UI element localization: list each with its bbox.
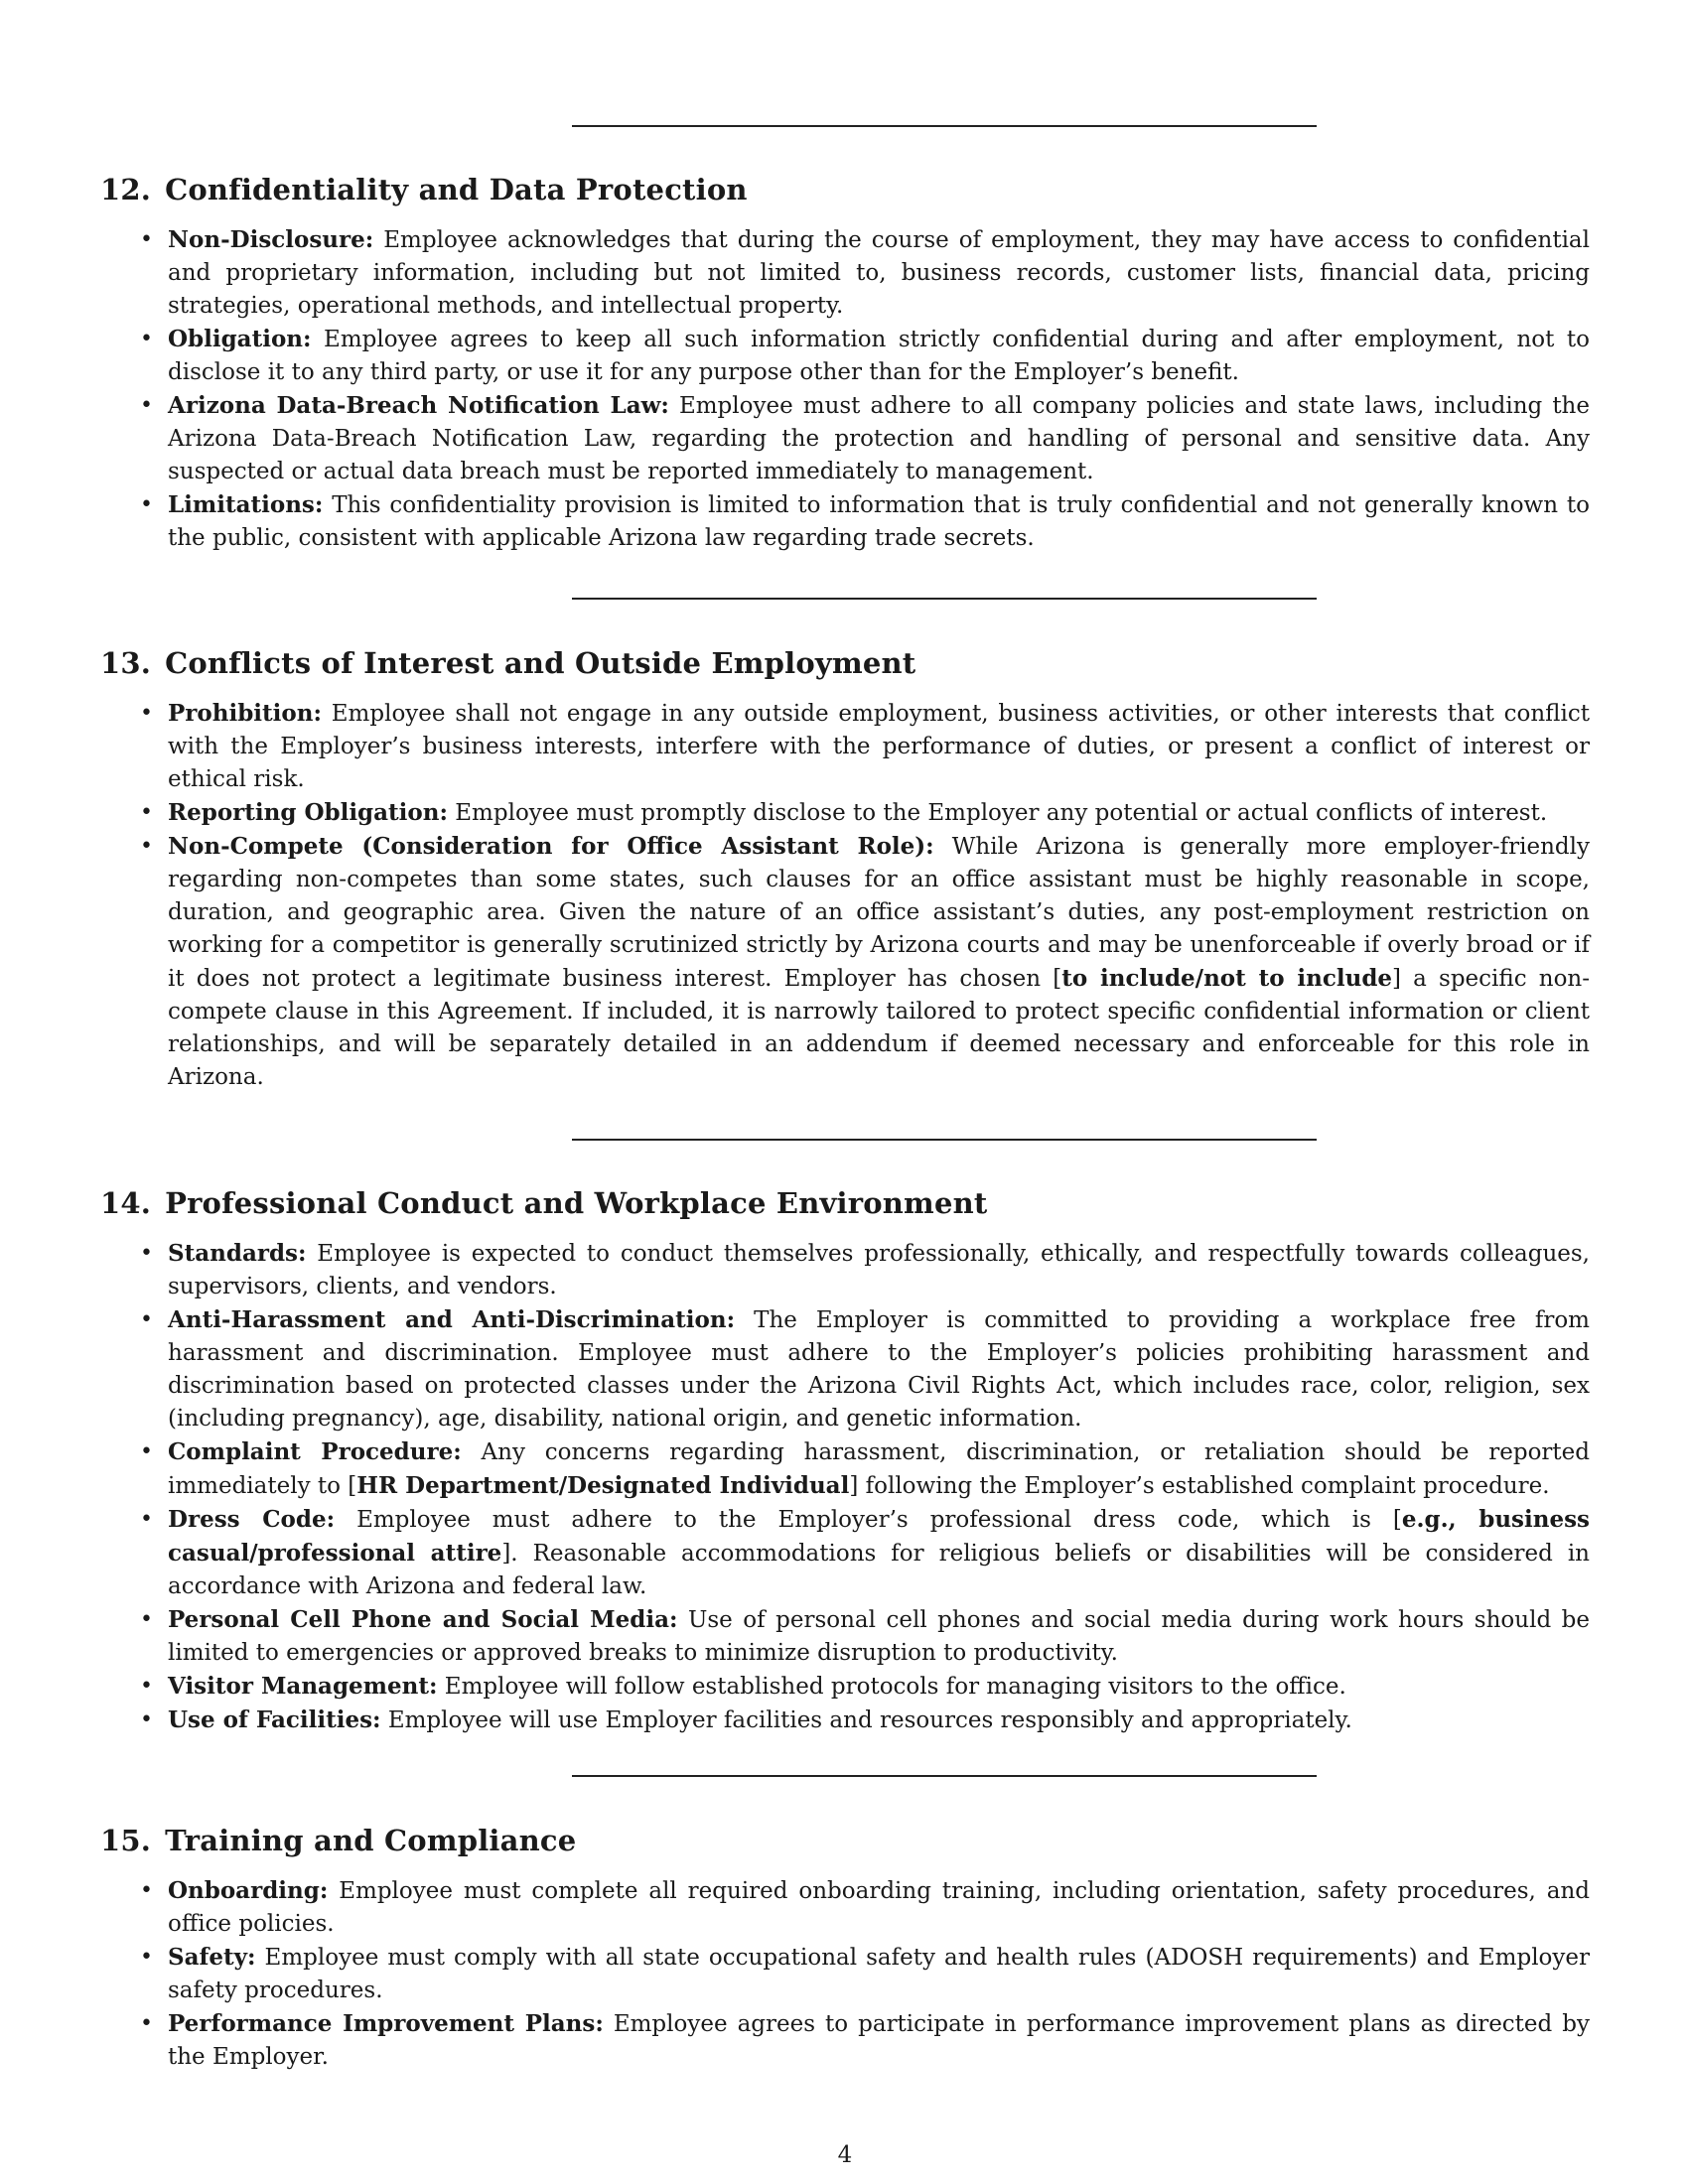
item-term: Personal Cell Phone and Social Media: [168, 1606, 678, 1633]
section-15 [100, 1821, 1590, 2074]
list-item [140, 389, 1590, 488]
section-title: Training and Compliance [165, 1824, 577, 1857]
section-12 [100, 170, 1590, 555]
section-number: 15. [100, 1824, 152, 1857]
item-text: Employee agrees to participate in performance improvement plans as directed by the Employer. [168, 2011, 1590, 2070]
section-number: 14. [100, 1186, 152, 1220]
bullet-list [100, 223, 1590, 555]
bullet-icon: • [140, 701, 153, 726]
placeholder-option: e.g., business casual/professional attire [168, 1506, 1590, 1567]
item-text: This confidentiality provision is limited to information that is truly confidential and not generally known to the public, consistent with applicable Arizona law regarding trade secrets. [168, 492, 1590, 551]
section-number: 13. [100, 646, 152, 680]
item-text: Employee must adhere to all company policies and state laws, including the Arizona Data-Breach Notification Law, regarding the protection and handling of personal and sensitive data. Any suspected or actual data breach must be reported immediately to management. [168, 393, 1590, 484]
item-text: Employee must adhere to the Employer’s professional dress code, which is [ [335, 1507, 1402, 1533]
item-text: Any concerns regarding harassment, discrimination, or retaliation should be reported immediately to [ [168, 1439, 1590, 1499]
item-text: Employee shall not engage in any outside employment, business activities, or other interests that conflict with the Employer’s business interests, interfere with the performance of duties, or present a conflict of interest or ethical risk. [168, 701, 1590, 792]
list-item [140, 1435, 1590, 1503]
page-number: 4 [837, 2142, 853, 2168]
item-term: Use of Facilities: [168, 1706, 381, 1733]
item-term: Prohibition: [168, 700, 322, 727]
bullet-icon: • [140, 1241, 153, 1266]
item-term: Reporting Obligation: [168, 799, 448, 826]
bullet-icon: • [140, 1439, 153, 1464]
item-term: Anti-Harassment and Anti-Discrimination: [168, 1306, 736, 1333]
list-item [140, 1503, 1590, 1603]
bullet-icon: • [140, 393, 153, 418]
placeholder-option: HR Department/Designated Individual [356, 1472, 850, 1499]
bullet-icon: • [140, 1707, 153, 1732]
list-item [140, 223, 1590, 323]
bullet-icon: • [140, 327, 153, 351]
item-text: ] following the Employer’s established complaint procedure. [849, 1473, 1550, 1499]
section-divider [572, 125, 1317, 127]
section-number: 12. [100, 173, 152, 206]
bullet-icon: • [140, 1307, 153, 1332]
list-item [140, 1874, 1590, 1941]
bullet-list [100, 1237, 1590, 1737]
item-term: Performance Improvement Plans: [168, 2010, 604, 2037]
item-text: Employee must promptly disclose to the Employer any potential or actual conflicts of interest. [447, 800, 1548, 826]
bullet-icon: • [140, 834, 153, 859]
item-text: ] a specific non-compete clause in this Agreement. If included, it is narrowly tailored to protect specific confidential information or client relationships, and will be separately detailed in an addendum if deemed necessary and enforceable for this role in Arizona. [168, 966, 1590, 1090]
item-text: While Arizona is generally more employer-friendly regarding non-competes than some states, such clauses for an office assistant must be highly reasonable in scope, duration, and geographic area. Given the nature of an office assistant’s duties, any post-employment restriction on working for a competitor is generally scrutinized strictly by Arizona courts and may be unenforceable if overly broad or if it does not protect a legitimate business interest. Employer has chosen [ [168, 834, 1590, 992]
section-title: Conflicts of Interest and Outside Employment [165, 646, 916, 680]
item-text: Employee agrees to keep all such information strictly confidential during and after employment, not to disclose it to any third party, or use it for any purpose other than for the Employer’s benefit. [168, 327, 1590, 385]
list-item [140, 323, 1590, 389]
item-term: Dress Code: [168, 1506, 336, 1533]
item-text: Use of personal cell phones and social media during work hours should be limited to emergencies or approved breaks to minimize disruption to productivity. [168, 1607, 1590, 1666]
document-page [100, 0, 1590, 2184]
item-text: Employee will follow established protocols for managing visitors to the office. [437, 1674, 1346, 1700]
placeholder-option: to include/not to include [1061, 965, 1393, 992]
section-heading [100, 643, 1590, 683]
item-text: Employee must comply with all state occupational safety and health rules (ADOSH requirements) and Employer safety procedures. [168, 1945, 1590, 2003]
item-term: Safety: [168, 1944, 256, 1971]
bullet-icon: • [140, 2011, 153, 2036]
item-term: Limitations: [168, 491, 324, 518]
list-item [140, 830, 1590, 1094]
section-heading [100, 170, 1590, 209]
item-text: Employee is expected to conduct themselves professionally, ethically, and respectfully towards colleagues, supervisors, clients, and vendors. [168, 1241, 1590, 1299]
bullet-icon: • [140, 1607, 153, 1632]
section-14 [100, 1183, 1590, 1737]
section-heading [100, 1183, 1590, 1223]
list-item [140, 2007, 1590, 2074]
section-divider [572, 598, 1317, 600]
section-title: Confidentiality and Data Protection [165, 173, 748, 206]
bullet-list [100, 697, 1590, 1094]
list-item [140, 488, 1590, 555]
section-divider [572, 1139, 1317, 1141]
item-text: ]. Reasonable accommodations for religious beliefs or disabilities will be considered in accordance with Arizona and federal law. [168, 1541, 1590, 1599]
list-item [140, 1704, 1590, 1737]
list-item [140, 796, 1590, 830]
section-13 [100, 643, 1590, 1094]
section-heading [100, 1821, 1590, 1860]
item-term: Complaint Procedure: [168, 1438, 462, 1465]
bullet-icon: • [140, 227, 153, 252]
item-text: Employee acknowledges that during the course of employment, they may have access to confidential and proprietary information, including but not limited to, business records, customer lists, financial data, pricing strategies, operational methods, and intellectual property. [168, 227, 1590, 319]
list-item [140, 1237, 1590, 1303]
bullet-icon: • [140, 492, 153, 517]
list-item [140, 1603, 1590, 1670]
section-divider [572, 1775, 1317, 1777]
list-item [140, 697, 1590, 796]
item-text: The Employer is committed to providing a workplace free from harassment and discrimination. Employee must adhere to the Employer’s policies prohibiting harassment and discrimination based on protected classes under the Arizona Civil Rights Act, which includes race, color, religion, sex (including pregnancy), age, disability, national origin, and genetic information. [168, 1307, 1590, 1432]
item-term: Non-Disclosure: [168, 226, 374, 253]
section-title: Professional Conduct and Workplace Environment [165, 1186, 988, 1220]
item-text: Employee must complete all required onboarding training, including orientation, safety procedures, and office policies. [168, 1878, 1590, 1937]
item-term: Onboarding: [168, 1877, 329, 1904]
bullet-icon: • [140, 1507, 153, 1532]
item-term: Visitor Management: [168, 1673, 438, 1700]
bullet-icon: • [140, 1878, 153, 1903]
item-term: Obligation: [168, 326, 312, 352]
item-term: Non-Compete (Consideration for Office Assistant Role): [168, 833, 934, 860]
bullet-icon: • [140, 1945, 153, 1970]
item-term: Standards: [168, 1240, 307, 1267]
bullet-list [100, 1874, 1590, 2074]
bullet-icon: • [140, 1674, 153, 1699]
bullet-icon: • [140, 800, 153, 825]
item-term: Arizona Data-Breach Notification Law: [168, 392, 669, 419]
list-item [140, 1670, 1590, 1704]
list-item [140, 1303, 1590, 1435]
item-text: Employee will use Employer facilities and resources responsibly and appropriately. [380, 1707, 1352, 1733]
list-item [140, 1941, 1590, 2007]
